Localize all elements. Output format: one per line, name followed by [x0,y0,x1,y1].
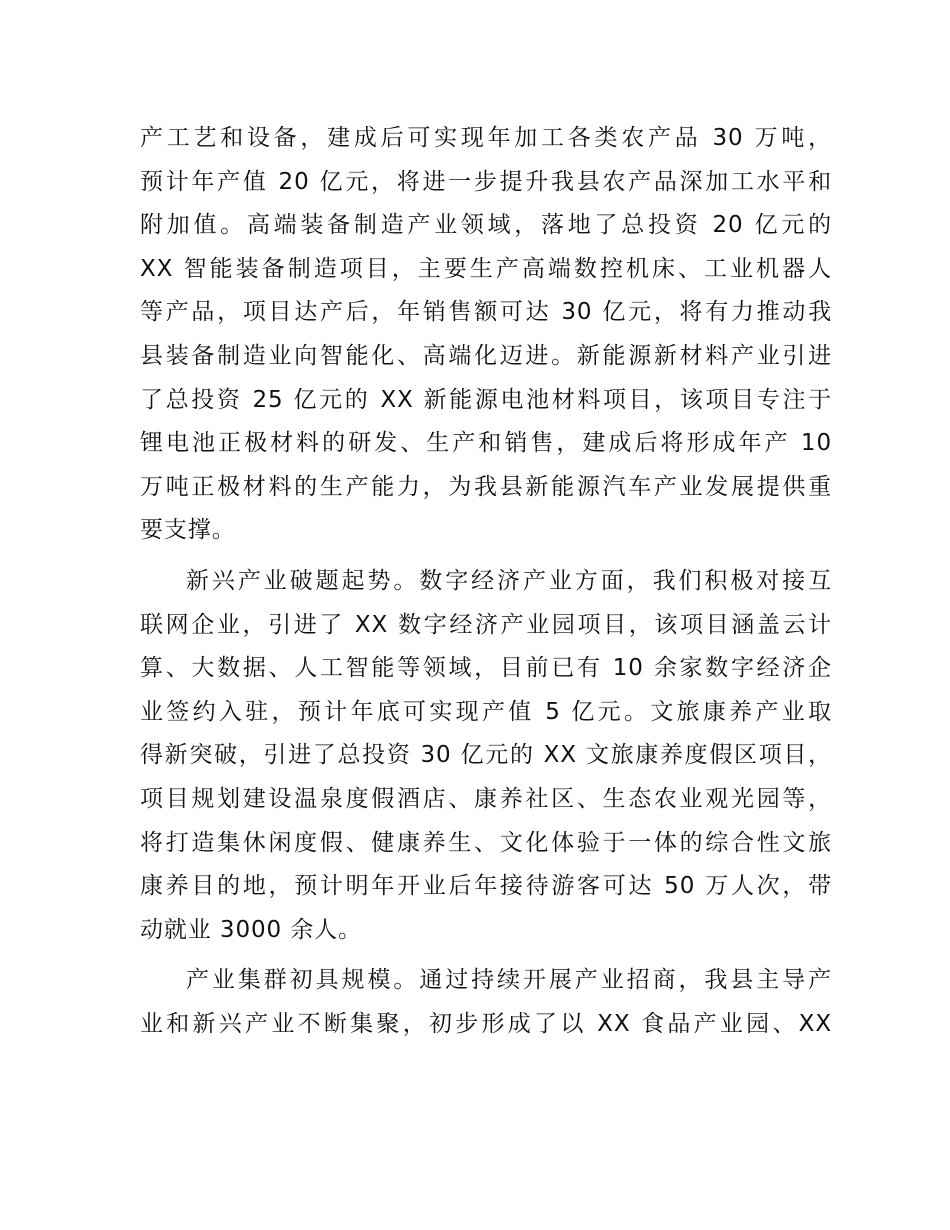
text-line: 算、大数据、人工智能等领域，目前已有 10 余家数字经济企 [140,655,832,682]
text-line: 将打造集休闲度假、健康养生、文化体验于一体的综合性文旅 [140,829,832,856]
paragraph [140,959,832,1046]
text-line: 康养目的地，预计明年开业后年接待游客可达 50 万人次，带 [140,873,832,900]
text-line: 新兴产业破题起势。数字经济产业方面，我们积极对接互 [186,567,832,594]
text-line: 了总投资 25 亿元的 XX 新能源电池材料项目，该项目专注于 [140,386,832,413]
text-line: 联网企业，引进了 XX 数字经济产业园项目，该项目涵盖云计 [140,611,832,638]
text-line: 产业集群初具规模。通过持续开展产业招商，我县主导产 [186,967,832,994]
text-line: 项目规划建设温泉度假酒店、康养社区、生态农业观光园等， [140,785,832,812]
text-line: 预计年产值 20 亿元，将进一步提升我县农产品深加工水平和 [140,168,832,195]
text-line: 动就业 3000 余人。 [140,916,362,943]
text-line: 得新突破，引进了总投资 30 亿元的 XX 文旅康养度假区项目， [140,742,832,769]
text-line: 要支撑。 [140,517,236,544]
paragraph-spacer [140,553,832,560]
text-line: 县装备制造业向智能化、高端化迈进。新能源新材料产业引进 [140,342,832,369]
text-line: XX 智能装备制造项目，主要生产高端数控机床、工业机器人 [140,255,832,282]
text-line: 业签约入驻，预计年底可实现产值 5 亿元。文旅康养产业取 [140,698,832,725]
text-line: 产工艺和设备，建成后可实现年加工各类农产品 30 万吨， [140,125,832,151]
paragraph [140,560,832,952]
text-line: 万吨正极材料的生产能力，为我县新能源汽车产业发展提供重 [140,473,832,500]
paragraph [140,117,832,553]
text-line: 锂电池正极材料的研发、生产和销售，建成后将形成年产 10 [140,430,832,457]
paragraph-spacer [140,952,832,959]
text-line: 等产品，项目达产后，年销售额可达 30 亿元，将有力推动我 [140,299,832,326]
document-body [140,117,832,1046]
text-line: 附加值。高端装备制造产业领域，落地了总投资 20 亿元的 [140,212,832,239]
text-line: 业和新兴产业不断集聚，初步形成了以 XX 食品产业园、XX [140,1010,832,1037]
